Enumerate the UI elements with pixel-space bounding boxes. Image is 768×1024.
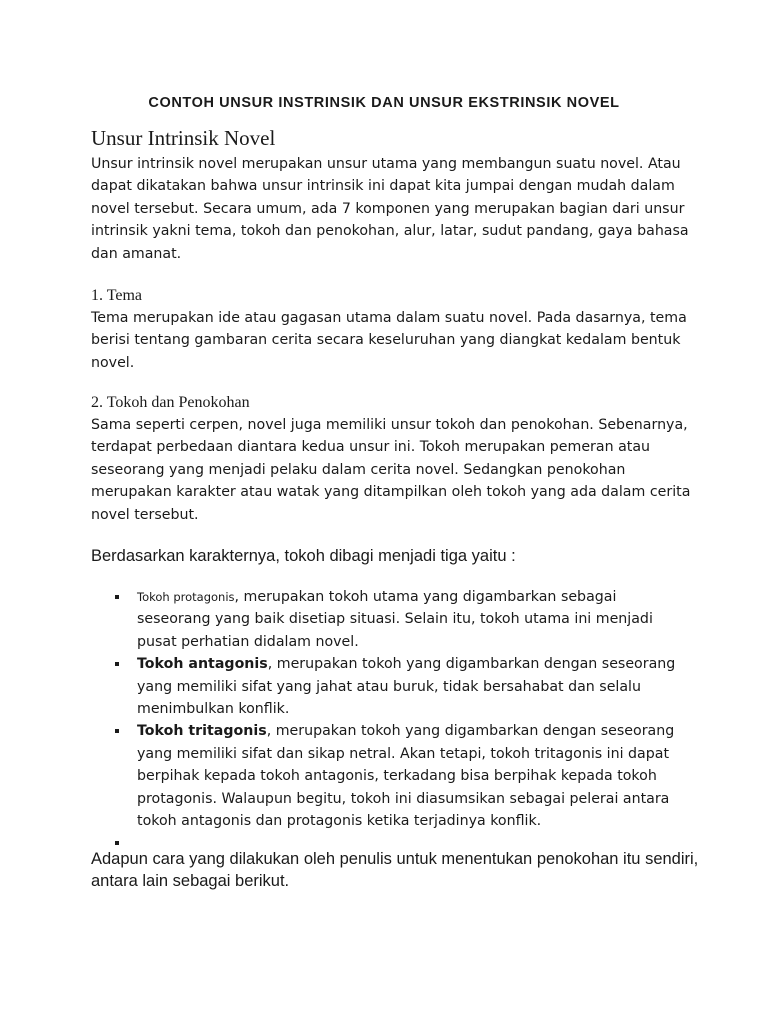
term-tritagonis: Tokoh tritagonis xyxy=(137,723,267,740)
list-item-protagonis xyxy=(113,586,693,653)
document-title: CONTOH UNSUR INSTRINSIK DAN UNSUR EKSTRINSIK NOVEL xyxy=(148,95,620,111)
list-item-antagonis xyxy=(113,653,693,720)
description-tritagonis: , merupakan tokoh yang digambarkan dengan seseorang yang memiliki sifat dan sikap netral. Akan tetapi, tokoh tritagonis ini dapat berpihak kepada tokoh antagonis, terkadang bisa berpihak kepada tokoh protagonis. Walaupun begitu, tokoh ini diasumsikan sebagai pelerai antara tokoh antagonis dan protagonis ketika terjadinya konflik. xyxy=(137,723,675,830)
description-antagonis: , merupakan tokoh yang digambarkan dengan seseorang yang memiliki sifat yang jahat atau buruk, tidak bersahabat dan selalu menimbulkan konflik. xyxy=(137,656,676,718)
intro-paragraph: Unsur intrinsik novel merupakan unsur utama yang membangun suatu novel. Atau dapat dikatakan bahwa unsur intrinsik ini dapat kita jumpai dengan mudah dalam novel tersebut. Secara umum, ada 7 komponen yang merupakan bagian dari unsur intrinsik yakni tema, tokoh dan penokohan, alur, latar, sudut pandang, gaya bahasa dan amanat. xyxy=(91,156,689,262)
term-protagonis: Tokoh protagonis xyxy=(137,590,235,604)
list-item-tritagonis xyxy=(113,720,693,832)
closing-heading: Adapun cara yang dilakukan oleh penulis untuk menentukan penokohan itu sendiri, antara lain sebagai berikut. xyxy=(91,850,699,890)
subheading-tokoh-penokohan: 2. Tokoh dan Penokohan xyxy=(91,394,250,411)
paragraph-tokoh-penokohan: Sama seperti cerpen, novel juga memiliki unsur tokoh dan penokohan. Sebenarnya, terdapat perbedaan diantara kedua unsur ini. Tokoh merupakan pemeran atau seseorang yang menjadi pelaku dalam cerita novel. Sedangkan penokohan merupakan karakter atau watak yang ditampilkan oleh tokoh yang ada dalam cerita novel tersebut. xyxy=(91,417,691,523)
bullet-icon xyxy=(115,841,119,845)
paragraph-tema: Tema merupakan ide atau gagasan utama dalam suatu novel. Pada dasarnya, tema berisi tentang gambaran cerita secara keseluruhan yang diangkat kedalam bentuk novel. xyxy=(91,310,687,371)
term-antagonis: Tokoh antagonis xyxy=(137,656,268,673)
bullet-icon xyxy=(115,662,119,666)
bullet-icon xyxy=(115,729,119,733)
subheading-tema: 1. Tema xyxy=(91,287,143,304)
character-list xyxy=(113,586,693,855)
bullet-icon xyxy=(115,595,119,599)
section-heading-intrinsik: Unsur Intrinsik Novel xyxy=(91,126,276,150)
description-protagonis: , merupakan tokoh utama yang digambarkan sebagai seseorang yang baik disetiap situasi. Selain itu, tokoh utama ini menjadi pusat perhatian didalam novel. xyxy=(137,589,653,650)
character-types-heading: Berdasarkan karakternya, tokoh dibagi menjadi tiga yaitu : xyxy=(91,547,516,565)
